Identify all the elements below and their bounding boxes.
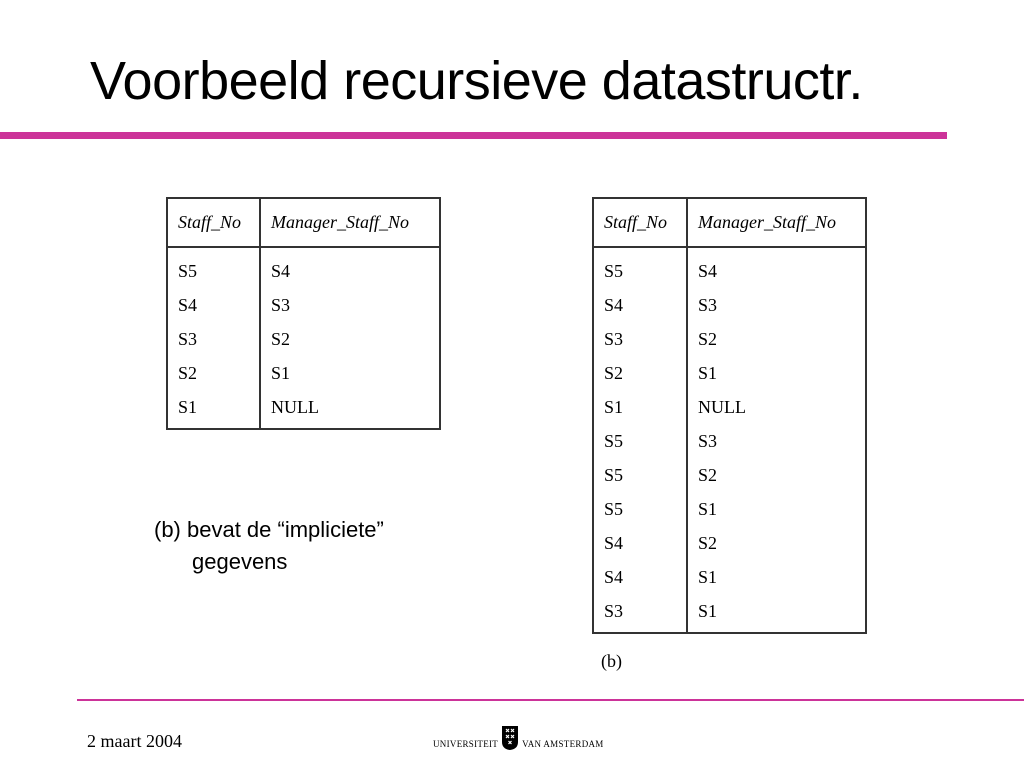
table-row <box>593 356 866 390</box>
table-row <box>593 526 866 560</box>
cell-manager-staff-no: S3 <box>698 431 718 451</box>
logo-text-right: VAN AMSTERDAM <box>522 739 604 749</box>
table-b-caption: (b) <box>601 651 622 671</box>
cell-manager-staff-no: S4 <box>698 261 718 281</box>
cell-staff-no: S4 <box>167 288 260 322</box>
cell-manager-staff-no: S1 <box>698 363 718 383</box>
cell-staff-no: S3 <box>593 594 687 633</box>
cell-staff-no: S2 <box>167 356 260 390</box>
cell-staff-no: S3 <box>593 322 687 356</box>
table-row <box>593 458 866 492</box>
explanation-note <box>154 514 474 578</box>
table-row <box>593 594 866 633</box>
cell-manager-staff-no: S1 <box>698 499 718 519</box>
amsterdam-crosses-shield-icon <box>501 725 519 751</box>
table-row <box>593 288 866 322</box>
table-row <box>167 288 440 322</box>
table-row <box>593 492 866 526</box>
cell-manager-staff-no: S2 <box>698 465 718 485</box>
cell-manager-staff-no: S2 <box>698 533 718 553</box>
note-line-1: (b) bevat de “impliciete” <box>154 517 384 542</box>
cell-manager-staff-no: NULL <box>698 397 746 417</box>
cell-staff-no: S1 <box>167 390 260 429</box>
university-logo <box>433 723 604 751</box>
cell-staff-no: S4 <box>593 288 687 322</box>
table-row <box>167 322 440 356</box>
cell-manager-staff-no: S1 <box>698 567 718 587</box>
cell-staff-no: S5 <box>593 247 687 288</box>
cell-staff-no: S2 <box>593 356 687 390</box>
cell-manager-staff-no: S3 <box>698 295 718 315</box>
column-header-manager-staff-no: Manager_Staff_No <box>260 198 440 247</box>
column-header-manager-staff-no: Manager_Staff_No <box>687 198 866 247</box>
table-header-row <box>167 198 440 247</box>
cell-manager-staff-no: S1 <box>698 601 718 621</box>
note-line-2: gegevens <box>192 549 288 574</box>
title-divider <box>0 132 947 139</box>
footer-divider <box>77 699 1024 701</box>
footer-date: 2 maart 2004 <box>87 731 182 751</box>
cell-manager-staff-no: NULL <box>271 397 319 417</box>
cell-staff-no: S5 <box>593 424 687 458</box>
table-row <box>167 356 440 390</box>
table-row <box>167 247 440 288</box>
cell-staff-no: S4 <box>593 526 687 560</box>
table-row <box>593 247 866 288</box>
cell-staff-no: S5 <box>593 458 687 492</box>
table-row <box>593 322 866 356</box>
cell-staff-no: S1 <box>593 390 687 424</box>
table-row <box>593 560 866 594</box>
logo-text-left: UNIVERSITEIT <box>433 739 499 749</box>
cell-staff-no: S3 <box>167 322 260 356</box>
staff-table-b <box>592 197 867 634</box>
cell-manager-staff-no: S2 <box>698 329 718 349</box>
table-row <box>167 390 440 429</box>
table-header-row <box>593 198 866 247</box>
column-header-staff-no: Staff_No <box>167 198 260 247</box>
column-header-staff-no: Staff_No <box>593 198 687 247</box>
cell-staff-no: S5 <box>593 492 687 526</box>
cell-staff-no: S4 <box>593 560 687 594</box>
slide-title: Voorbeeld recursieve datastructr. <box>90 51 863 111</box>
staff-table-a <box>166 197 441 430</box>
table-row <box>593 390 866 424</box>
table-row <box>593 424 866 458</box>
cell-manager-staff-no: S2 <box>271 329 291 349</box>
cell-manager-staff-no: S4 <box>271 261 291 281</box>
cell-staff-no: S5 <box>167 247 260 288</box>
cell-manager-staff-no: S3 <box>271 295 291 315</box>
cell-manager-staff-no: S1 <box>271 363 291 383</box>
